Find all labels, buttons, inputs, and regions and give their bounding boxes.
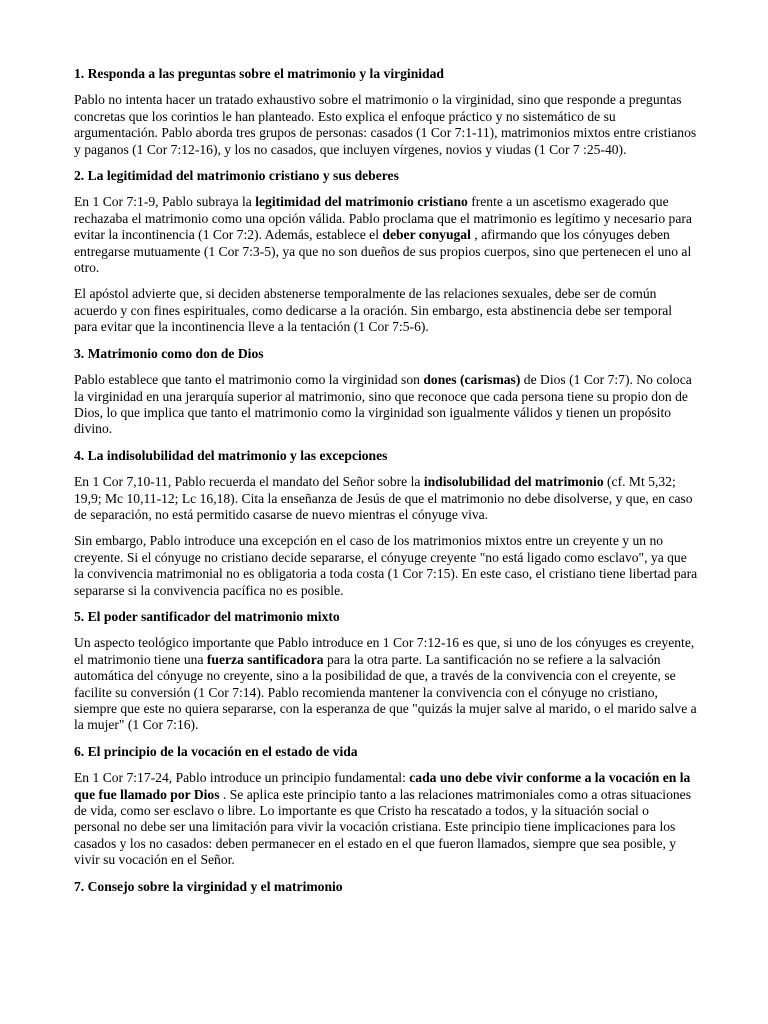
bold-phrase: indisolubilidad del matrimonio: [423, 474, 604, 490]
text-run: , afirmando que los cónyuges deben entregarse mutuamente (1 Cor 7:3-5), ya que no son dueños de sus propios cuerpos, sino que pertenecen el uno al otro.: [74, 227, 692, 276]
body-paragraph: [74, 286, 698, 335]
text-run: En 1 Cor 7,10-11, Pablo recuerda el mandato del Señor sobre la: [74, 474, 424, 490]
body-paragraph: [74, 194, 698, 276]
body-paragraph: [74, 92, 698, 158]
text-run: Sin embargo, Pablo introduce una excepción en el caso de los matrimonios mixtos entre un creyente y un no creyente. Si el cónyuge no cristiano decide separarse, el cónyuge creyente "no está ligado como esclavo", ya que la convivencia matrimonial no es obligatoria a toda costa (1 Cor 7:15). En este caso, el cristiano tiene libertad para separarse si la convivencia pacífica no es posible.: [74, 533, 698, 598]
text-run: frente a un ascetismo exagerado que rechazaba el matrimonio como una opción válida. Pablo proclama que el matrimonio es legítimo y necesario para evitar la incontinencia (1 Cor 7:2). Además, establece el: [74, 194, 692, 243]
section-heading: 2. La legitimidad del matrimonio cristiano y sus deberes: [74, 168, 399, 184]
text-run: En 1 Cor 7:17-24, Pablo introduce un principio fundamental:: [74, 770, 410, 786]
text-run: Pablo establece que tanto el matrimonio como la virginidad son: [74, 372, 424, 388]
body-paragraph: [74, 770, 698, 868]
section-heading: 4. La indisolubilidad del matrimonio y las excepciones: [74, 447, 388, 463]
body-paragraph: [74, 533, 698, 599]
section-heading: 7. Consejo sobre la virginidad y el matrimonio: [74, 878, 343, 894]
bold-phrase: cada uno debe vivir conforme a la vocación en la que fue llamado por Dios: [74, 770, 691, 802]
section-heading: 5. El poder santificador del matrimonio mixto: [74, 608, 340, 624]
text-run: El apóstol advierte que, si deciden abstenerse temporalmente de las relaciones sexuales, debe ser de común acuerdo y con fines espirituales, como dedicarse a la oración. Sin embargo, esta abstinencia debe ser temporal para evitar que la incontinencia lleve a la tentación (1 Cor 7:5-6).: [74, 286, 673, 335]
text-run: . Se aplica este principio tanto a las relaciones matrimoniales como a otras situaciones de vida, como ser esclavo o libre. Lo importante es que Cristo ha rescatado a todos, y la situación social o personal no debe ser una limitación para vivir la vocación cristiana. Este principio tiene implicaciones para los casados y los no casados: deben permanecer en el estado en el que fueron llamados, siempre que sea posible, y vivir su vocación en el Señor.: [74, 786, 692, 868]
bold-phrase: dones (carismas): [423, 372, 521, 388]
document-page: [74, 66, 698, 905]
section-heading: 1. Responda a las preguntas sobre el matrimonio y la virginidad: [74, 66, 444, 81]
section-heading: 6. El principio de la vocación en el estado de vida: [74, 743, 358, 759]
text-run: (cf. Mt 5,32; 19,9; Mc 10,11-12; Lc 16,18). Cita la enseñanza de Jesús de que el matrimonio no debe disolverse, y que, en caso de separación, no está permitido casarse de nuevo mientras el cónyuge viva.: [74, 474, 693, 522]
section-heading: 3. Matrimonio como don de Dios: [74, 345, 264, 361]
bold-phrase: fuerza santificadora: [206, 651, 324, 667]
bold-phrase: legitimidad del matrimonio cristiano: [255, 194, 468, 210]
bold-phrase: deber conyugal: [382, 227, 471, 243]
body-paragraph: [74, 474, 698, 523]
body-paragraph: [74, 372, 698, 438]
text-run: En 1 Cor 7:1-9, Pablo subraya la: [74, 194, 256, 210]
body-paragraph: [74, 635, 698, 733]
text-run: para la otra parte. La santificación no se refiere a la salvación automática del cónyuge no creyente, sino a la posibilidad de que, a través de la convivencia con el creyente, se facilite su conversión (1 Cor 7:14). Pablo recomienda mantener la convivencia con el cónyuge no cristiano, siempre que este no quiera separarse, con la esperanza de que "quizás la mujer salve al marido, o el marido salve a la mujer" (1 Cor 7:16).: [74, 651, 697, 733]
text-run: Pablo no intenta hacer un tratado exhaustivo sobre el matrimonio o la virginidad, sino que responde a preguntas concretas que los corintios le han planteado. Esto explica el enfoque práctico y no sistemático de su argumentación. Pablo aborda tres grupos de personas: casados (1 Cor 7:1-11), matrimonios mixtos entre cristianos y paganos (1 Cor 7:12-16), y los no casados, que incluyen vírgenes, novios y viudas (1 Cor 7 :25-40).: [74, 92, 697, 157]
text-run: Un aspecto teológico importante que Pablo introduce en 1 Cor 7:12-16 es que, si uno de los cónyuges es creyente, el matrimonio tiene una: [74, 635, 695, 667]
text-run: de Dios (1 Cor 7:7). No coloca la virginidad en una jerarquía superior al matrimonio, sino que reconoce que cada persona tiene su propio don de Dios, lo que implica que tanto el matrimonio como la virginidad son igualmente válidos y tienen un propósito divino.: [74, 372, 692, 437]
